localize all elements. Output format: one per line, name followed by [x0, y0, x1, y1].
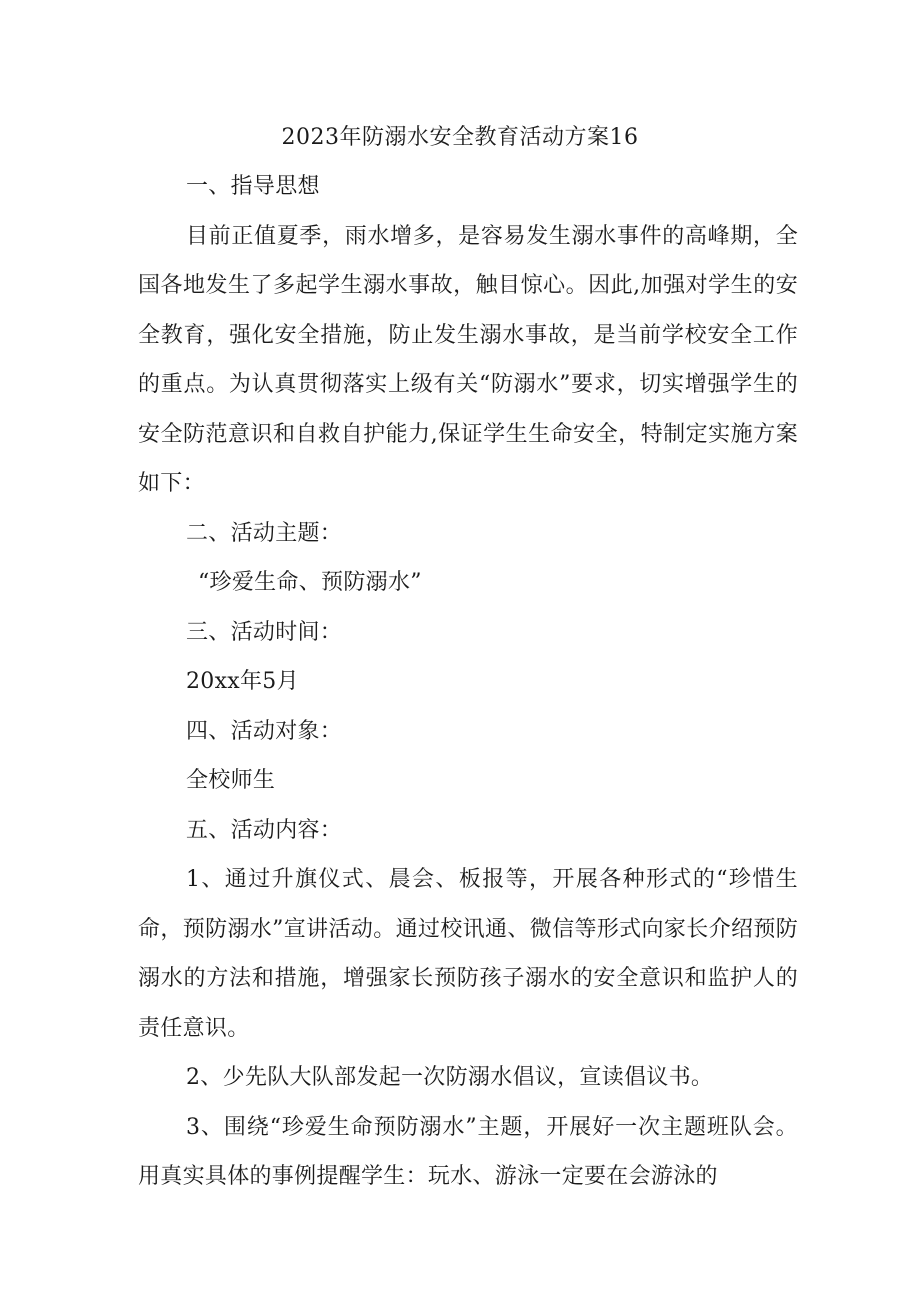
- section-heading-activity-time: 三、活动时间：: [186, 619, 343, 645]
- section-heading-guiding-ideology: 一、指导思想: [186, 174, 320, 199]
- section-heading-activity-content: 五、活动内容：: [186, 817, 343, 843]
- content-item-3: 3、围绕“珍爱生命预防溺水”主题，开展好一次主题班队会。用真实具体的事例提醒学生：玩水、游泳一定要在会游泳的: [138, 1114, 798, 1189]
- activity-target-text: 全校师生: [186, 768, 276, 793]
- section-heading-activity-theme: 二、活动主题：: [186, 520, 343, 546]
- activity-theme-text: “珍爱生命、预防溺水”: [198, 570, 422, 595]
- section-heading-activity-target: 四、活动对象：: [186, 718, 343, 744]
- content-item-1: 1、通过升旗仪式、晨会、板报等，开展各种形式的“珍惜生命，预防溺水”宣讲活动。通过校讯通、微信等形式向家长介绍预防溺水的方法和措施，增强家长预防孩子溺水的安全意识和监护人的责任意识。: [138, 867, 798, 1041]
- content-item-2: 2、少先队大队部发起一次防溺水倡议，宣读倡议书。: [186, 1065, 714, 1090]
- paragraph-guiding-ideology: 目前正值夏季，雨水增多，是容易发生溺水事件的高峰期，全国各地发生了多起学生溺水事故，触目惊心。因此,加强对学生的安全教育，强化安全措施，防止发生溺水事故，是当前学校安全工作的重点。为认真贯彻落实上级有关“防溺水”要求，切实增强学生的安全防范意识和自救自护能力,保证学生生命安全，特制定实施方案如下：: [138, 223, 798, 496]
- document-body: [138, 162, 798, 1202]
- activity-time-text: 20xx年5月: [186, 669, 299, 694]
- document-title: 2023年防溺水安全教育活动方案16: [281, 125, 639, 150]
